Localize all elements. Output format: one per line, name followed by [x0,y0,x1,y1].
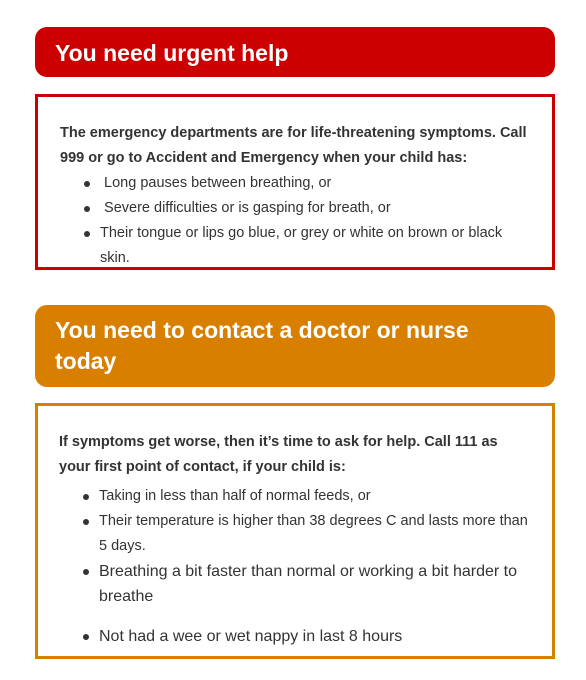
contact-doctor-section [35,305,555,387]
list-item: Their tongue or lips go blue, or grey or white on brown or black skin. [60,221,532,271]
bullet-icon [83,634,89,640]
bullet-icon [83,494,89,500]
urgent-help-list [60,171,532,271]
bullet-icon [83,569,89,575]
contact-doctor-banner [35,305,555,387]
urgent-help-title: You need urgent help [55,40,289,66]
bullet-icon [84,181,90,187]
contact-doctor-panel [35,403,555,659]
contact-doctor-list [59,484,532,649]
urgent-help-intro: The emergency departments are for life-threatening symptoms. Call 999 or go to Accident and Emergency when your child has: [60,125,527,166]
urgent-help-section [35,27,555,77]
list-item: Their temperature is higher than 38 degrees C and lasts more than 5 days. [59,509,532,559]
list-item: Breathing a bit faster than normal or working a bit harder to breathe [59,559,532,609]
list-item: Not had a wee or wet nappy in last 8 hours [59,624,532,649]
list-item: Taking in less than half of normal feeds, or [59,484,532,509]
bullet-icon [84,231,90,237]
urgent-help-panel [35,94,555,270]
list-item: Long pauses between breathing, or [60,171,532,196]
contact-doctor-title: You need to contact a doctor or nurse today [55,317,469,374]
list-item: Severe difficulties or is gasping for breath, or [60,196,532,221]
bullet-icon [83,519,89,525]
contact-doctor-intro: If symptoms get worse, then it’s time to ask for help. Call 111 as your first point of contact, if your child is: [59,434,498,475]
bullet-icon [84,206,90,212]
urgent-help-banner [35,27,555,77]
